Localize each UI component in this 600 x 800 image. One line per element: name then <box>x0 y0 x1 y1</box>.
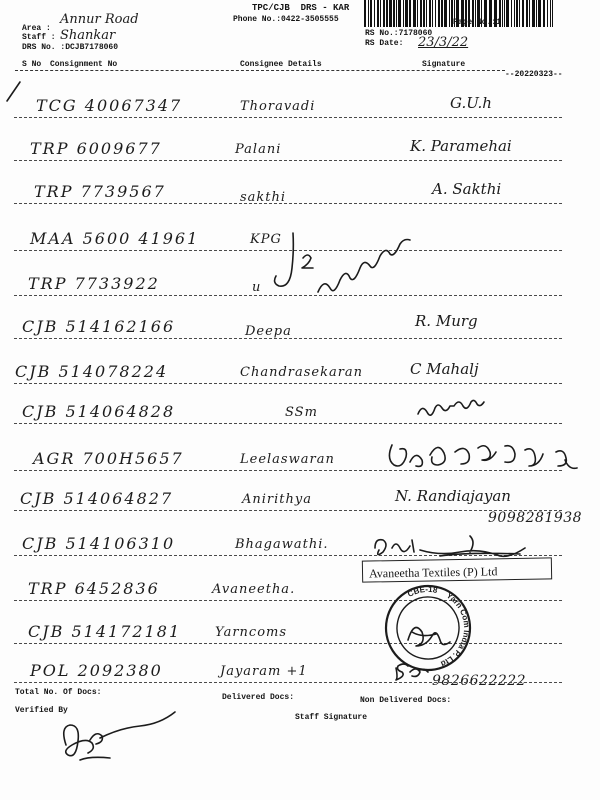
barcode-bar <box>423 0 425 27</box>
staff-label: Staff : <box>22 33 56 42</box>
verified-by-label: Verified By <box>15 706 68 715</box>
consignee-name: Anirithya <box>242 492 312 507</box>
barcode-bar <box>429 0 431 27</box>
barcode-bar <box>502 0 503 27</box>
consignment-no: TRP 7733922 <box>28 274 160 293</box>
rs-date-label: RS Date: <box>365 39 404 48</box>
stamp-top-textpath: CBE-18 <box>406 584 439 599</box>
area-value: Annur Road <box>60 12 139 27</box>
barcode-bar <box>514 0 515 27</box>
barcode-bar <box>504 0 505 27</box>
barcode-bar <box>432 0 433 27</box>
barcode-bar <box>449 0 450 27</box>
company-stamp <box>362 557 552 582</box>
barcode-bar <box>516 0 518 27</box>
receiver-signature: G.U.h <box>450 94 492 112</box>
consignment-no: TCG 40067347 <box>36 96 183 115</box>
company-stamp-text: Avaneetha Textiles (P) Ltd <box>368 564 498 581</box>
barcode-bar <box>435 0 436 27</box>
barcode-bar <box>532 0 535 27</box>
barcode-bar <box>420 0 422 27</box>
consignment-no: MAA 5600 41961 <box>30 229 200 248</box>
barcode-bar <box>417 0 418 27</box>
table-row <box>0 87 600 127</box>
consignment-no: CJB 514078224 <box>15 362 169 381</box>
verified-signature <box>64 712 175 760</box>
table-row <box>0 480 600 526</box>
barcode-bar <box>386 0 388 27</box>
barcode-bar <box>396 0 397 27</box>
consignee-name: SSm <box>285 405 318 420</box>
barcode-bar <box>393 0 395 27</box>
barcode-bar <box>511 0 512 27</box>
consignee-name: Yarncoms <box>215 625 288 640</box>
receiver-signature: R. Murg <box>415 312 478 330</box>
table-row <box>0 265 600 305</box>
barcode-bar <box>413 0 416 27</box>
consignee-name: Bhagawathi. <box>235 537 329 552</box>
staff-signature-label: Staff Signature <box>295 713 368 722</box>
table-row <box>0 220 600 260</box>
barcode-bar <box>368 0 369 27</box>
delivered-docs-label: Delivered Docs: <box>222 693 295 702</box>
table-row <box>0 613 600 653</box>
receiver-signature: K. Paramehai <box>410 137 512 155</box>
table-row <box>0 173 600 213</box>
barcode-bar <box>377 0 379 27</box>
barcode-bar <box>538 0 541 27</box>
barcode-bar <box>506 0 509 27</box>
barcode-bar <box>536 0 537 27</box>
area-label: Area : <box>22 24 51 33</box>
barcode-bar <box>374 0 375 27</box>
barcode-bar <box>409 0 411 27</box>
barcode-bar <box>426 0 427 27</box>
consignee-name: Chandrasekaran <box>240 365 364 380</box>
barcode-bar <box>398 0 401 27</box>
staff-value: Shankar <box>60 28 116 43</box>
sheet-date: --20220323-- <box>505 70 563 79</box>
stamp-ring-textpath: Yarn Com India P. Ltd <box>439 590 472 669</box>
consignment-no: TRP 7739567 <box>34 182 166 201</box>
consignment-no: TRP 6009677 <box>30 139 162 158</box>
receiver-signature: A. Sakthi <box>432 180 502 198</box>
consignee-name: u <box>252 280 262 295</box>
barcode-bar <box>405 0 408 27</box>
drs-number: DRS No. :DCJB7178060 <box>22 43 119 52</box>
receiver-signature: C Mahalj <box>410 360 479 378</box>
barcode-bar <box>529 0 530 27</box>
consignee-name: Leelaswaran <box>240 452 335 467</box>
consignment-no: TRP 6452836 <box>28 579 160 598</box>
rs-number: RS No.:7178060 <box>365 29 433 38</box>
consignment-no: CJB 514162166 <box>22 317 176 336</box>
consignee-name: Thoravadi <box>240 99 316 114</box>
page-number: Page No.:1 <box>453 18 502 27</box>
consignee-name: Palani <box>235 142 282 157</box>
barcode-bar <box>364 0 366 27</box>
barcode-bar <box>389 0 392 27</box>
barcode-bar <box>550 0 551 27</box>
consignment-no: CJB 514064828 <box>22 402 176 421</box>
barcode-bar <box>519 0 520 27</box>
total-docs-label: Total No. Of Docs: <box>15 688 102 697</box>
consignee-name: Avaneetha. <box>212 582 296 597</box>
consignee-name: Deepa <box>245 324 292 339</box>
barcode-bar <box>403 0 404 27</box>
table-row <box>0 393 600 433</box>
rs-date-value: 23/3/22 <box>418 35 469 50</box>
consignee-name: KPG <box>250 232 282 247</box>
barcode-bar <box>547 0 548 27</box>
non-delivered-docs-label: Non Delivered Docs: <box>360 696 452 705</box>
table-row <box>0 353 600 393</box>
table-row <box>0 652 600 692</box>
consignment-no: CJB 514172181 <box>28 622 182 641</box>
table-row <box>0 308 600 348</box>
consignee-name: Jayaram +1 <box>220 664 308 679</box>
barcode-bar <box>552 0 553 27</box>
consignee-name: sakthi <box>240 190 287 205</box>
column-sno: S No <box>22 60 42 69</box>
barcode-bar <box>441 0 443 27</box>
table-row <box>0 130 600 170</box>
consignment-no: CJB 514064827 <box>20 489 174 508</box>
barcode-bar <box>444 0 447 27</box>
receiver-phone: 9826622222 <box>432 673 527 689</box>
consignment-no: CJB 514106310 <box>22 534 176 553</box>
header-divider <box>15 70 505 71</box>
barcode-bar <box>370 0 372 27</box>
column-consignee: Consignee Details <box>240 60 322 69</box>
receiver-signature: N. Randiajayan <box>395 487 511 505</box>
barcode-bar <box>522 0 524 27</box>
consignment-no: AGR 700H5657 <box>33 449 184 468</box>
barcode-bar <box>543 0 545 27</box>
column-consignment: Consignment No <box>50 60 118 69</box>
table-row <box>0 440 600 480</box>
receiver-phone: 9098281938 <box>488 510 583 526</box>
barcode-bar <box>438 0 440 27</box>
phone-number: Phone No.:0422-3505555 <box>233 15 339 24</box>
sheet-title: TPC/CJB DRS - KAR <box>252 3 350 13</box>
consignment-no: POL 2092380 <box>30 661 163 680</box>
column-signature: Signature <box>422 60 466 69</box>
barcode-bar <box>380 0 381 27</box>
barcode-bar <box>526 0 528 27</box>
barcode-bar <box>383 0 385 27</box>
